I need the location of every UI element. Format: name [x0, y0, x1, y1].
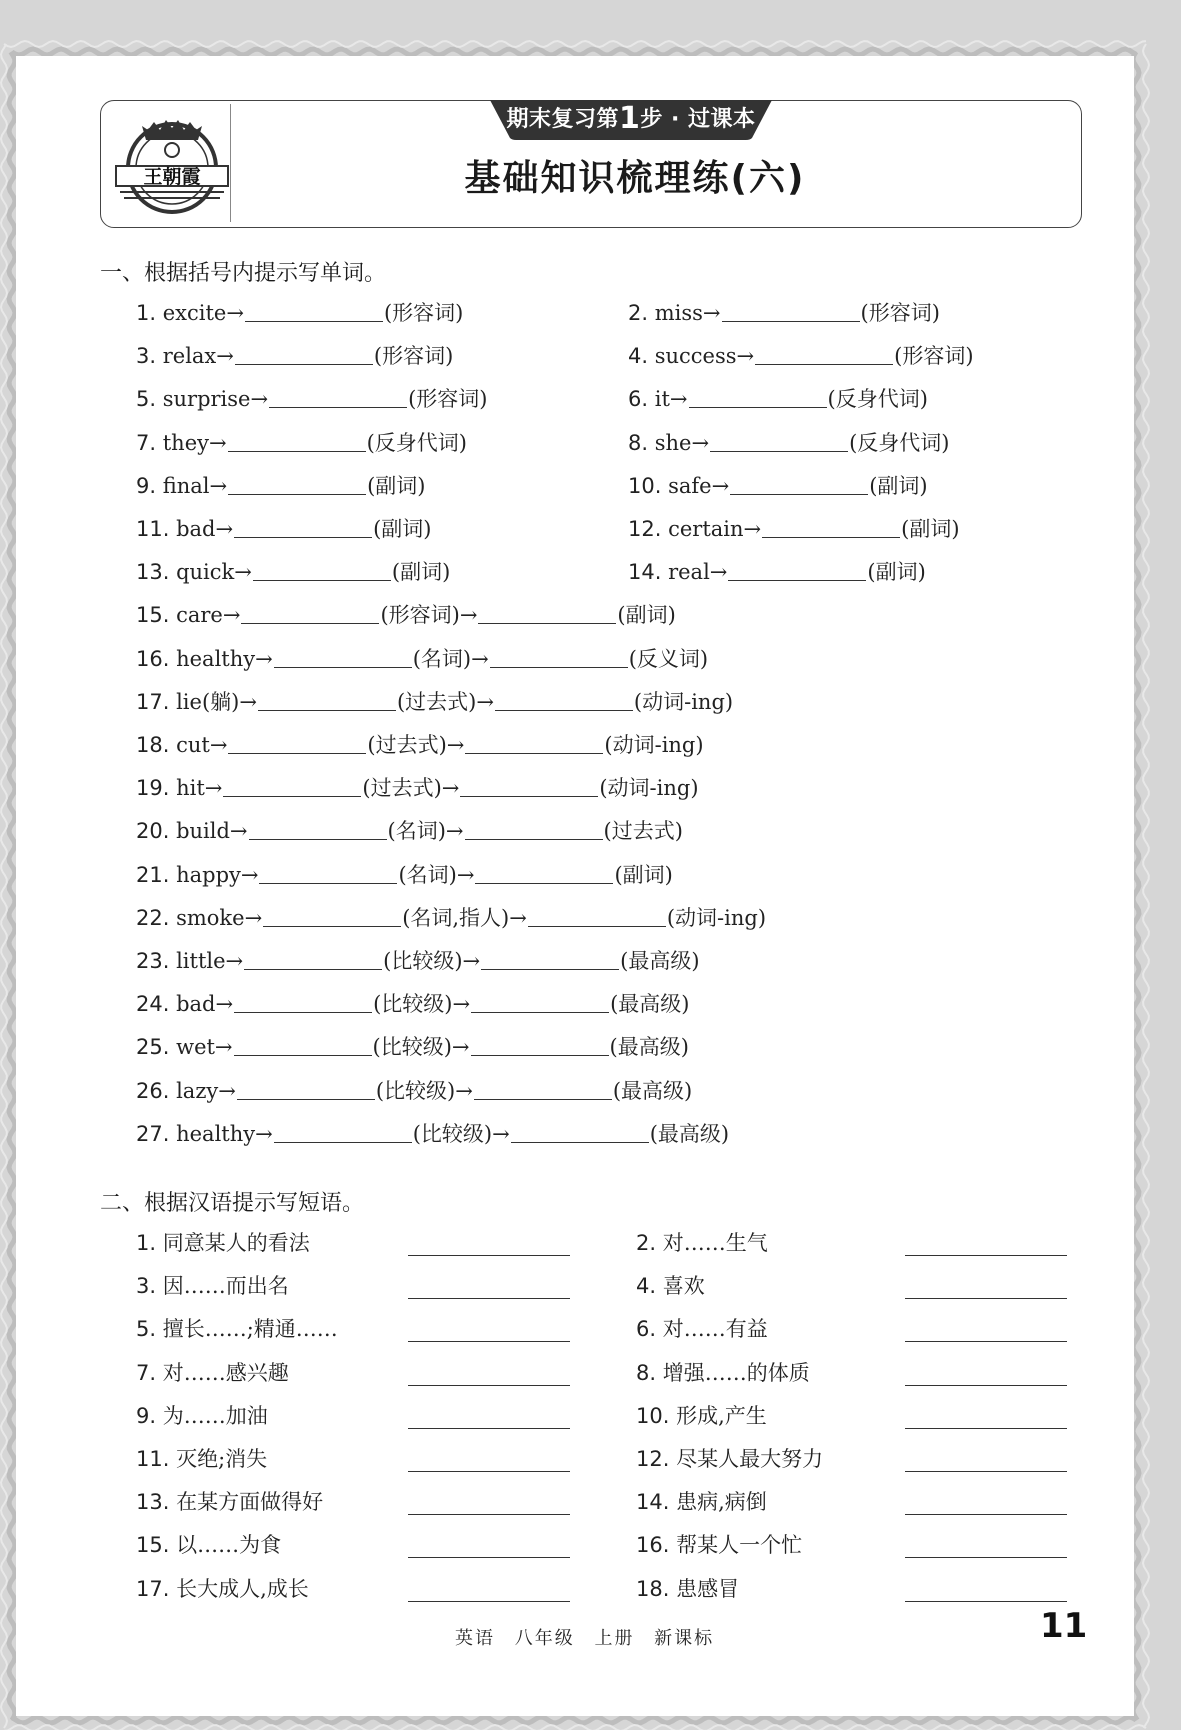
answer-line[interactable] — [905, 1556, 1067, 1558]
item-number: 18. — [136, 733, 170, 757]
word-item — [136, 989, 689, 1019]
answer-blank[interactable] — [471, 992, 609, 1013]
answer-blank[interactable] — [528, 906, 666, 927]
phrase-item — [136, 1444, 267, 1474]
phrase-item — [136, 1228, 310, 1258]
item-number: 19. — [136, 776, 170, 801]
answer-blank[interactable] — [755, 344, 893, 365]
item-number: 8. — [636, 1360, 657, 1385]
base-word: quick→ — [176, 560, 252, 585]
answer-blank[interactable] — [722, 301, 860, 322]
item-number: 17. — [136, 689, 170, 714]
header-tab-label: 期末复习第1步 · 过课本 — [506, 101, 756, 136]
answer-line[interactable] — [408, 1513, 570, 1515]
answer-blank[interactable] — [710, 431, 848, 452]
item-number: 4. — [628, 344, 649, 369]
item-number: 12. — [628, 517, 662, 541]
phrase-hint: 对……生气 — [662, 1231, 768, 1255]
hint-text: (反义词) — [628, 646, 709, 671]
hint-text: (副词) — [391, 560, 451, 585]
phrase-item — [136, 1574, 309, 1604]
hint-text: (过去式)→ — [362, 776, 460, 801]
phrase-item — [136, 1530, 281, 1560]
base-word: care→ — [176, 603, 241, 628]
item-number: 13. — [136, 560, 170, 585]
word-item — [628, 384, 928, 414]
section2-title: 二、根据汉语提示写短语。 — [100, 1191, 365, 1216]
phrase-item — [636, 1228, 768, 1258]
answer-line[interactable] — [905, 1384, 1067, 1386]
phrase-hint: 长大成人,成长 — [176, 1576, 309, 1601]
base-word: excite→ — [162, 301, 244, 325]
word-item — [136, 730, 704, 760]
item-number: 20. — [136, 819, 170, 844]
phrase-item — [636, 1271, 705, 1301]
section1-title: 一、根据括号内提示写单词。 — [100, 261, 387, 286]
answer-blank[interactable] — [223, 776, 361, 797]
item-number: 9. — [136, 473, 157, 498]
answer-blank[interactable] — [245, 301, 383, 322]
item-number: 2. — [636, 1231, 657, 1255]
answer-blank[interactable] — [495, 690, 633, 711]
hint-text: (反身代词) — [849, 430, 950, 455]
item-number: 15. — [136, 603, 170, 628]
answer-blank[interactable] — [253, 560, 391, 581]
answer-line[interactable] — [905, 1470, 1067, 1472]
item-number: 11. — [136, 517, 170, 541]
item-number: 24. — [136, 992, 170, 1017]
word-item — [136, 946, 700, 976]
answer-blank[interactable] — [762, 517, 900, 538]
word-item — [136, 514, 432, 544]
hint-text: (过去式) — [603, 819, 683, 844]
phrase-hint: 擅长……;精通…… — [162, 1317, 338, 1342]
hint-text: (反身代词) — [827, 387, 928, 412]
phrase-hint: 在某方面做得好 — [176, 1490, 324, 1515]
item-number: 1. — [136, 1231, 157, 1255]
word-item — [628, 298, 940, 328]
item-number: 5. — [136, 1317, 157, 1342]
word-item — [136, 687, 733, 717]
word-item — [628, 341, 974, 371]
phrase-item — [136, 1271, 289, 1301]
item-number: 16. — [636, 1533, 670, 1558]
answer-blank[interactable] — [234, 1035, 372, 1056]
base-word: final→ — [162, 473, 228, 498]
item-number: 7. — [136, 1360, 157, 1385]
hint-text: (副词) — [901, 517, 960, 541]
item-number: 22. — [136, 905, 170, 930]
phrase-item — [136, 1314, 338, 1344]
answer-blank[interactable] — [241, 603, 379, 624]
logo-text: 王朝霞 — [143, 166, 201, 188]
hint-text: (形容词) — [408, 387, 488, 412]
answer-blank[interactable] — [234, 992, 372, 1013]
word-item — [136, 1119, 729, 1149]
hint-text: (最高级) — [610, 992, 690, 1017]
hint-text: (过去式)→ — [367, 733, 465, 757]
phrase-item — [636, 1314, 768, 1344]
answer-blank[interactable] — [481, 949, 619, 970]
item-number: 7. — [136, 430, 157, 455]
hint-text: (名词,指人)→ — [402, 905, 527, 930]
answer-blank[interactable] — [244, 949, 382, 970]
hint-text: (副词) — [867, 560, 926, 585]
answer-line[interactable] — [905, 1600, 1067, 1602]
item-number: 2. — [628, 301, 649, 325]
hint-text: (名词)→ — [412, 646, 489, 671]
item-number: 11. — [136, 1447, 170, 1471]
item-number: 13. — [136, 1490, 170, 1515]
item-number: 5. — [136, 387, 157, 412]
answer-line[interactable] — [408, 1470, 570, 1472]
hint-text: (名词)→ — [398, 862, 475, 887]
word-item — [628, 428, 949, 458]
base-word: miss→ — [654, 301, 721, 325]
hint-text: (比较级)→ — [412, 1121, 510, 1146]
answer-blank[interactable] — [228, 474, 366, 495]
hint-text: (动词-ing) — [604, 733, 704, 757]
item-number: 4. — [636, 1274, 657, 1299]
answer-line[interactable] — [905, 1254, 1067, 1256]
answer-line[interactable] — [905, 1513, 1067, 1515]
base-word: build→ — [176, 819, 248, 844]
answer-line[interactable] — [408, 1427, 570, 1429]
hint-text: (最高级) — [609, 1035, 689, 1060]
answer-line[interactable] — [408, 1600, 570, 1602]
item-number: 10. — [628, 473, 662, 498]
base-word: hit→ — [176, 776, 223, 801]
phrase-item — [636, 1530, 802, 1560]
base-word: healthy→ — [176, 1121, 273, 1146]
item-number: 18. — [636, 1576, 670, 1601]
base-word: healthy→ — [176, 646, 273, 671]
hint-text: (名词)→ — [387, 819, 464, 844]
word-item — [136, 860, 673, 890]
answer-blank[interactable] — [274, 1122, 412, 1143]
answer-line[interactable] — [408, 1384, 570, 1386]
answer-blank[interactable] — [235, 344, 373, 365]
phrase-hint: 帮某人一个忙 — [676, 1533, 803, 1558]
item-number: 12. — [636, 1447, 670, 1471]
logo-separator — [230, 104, 231, 222]
word-item — [628, 557, 926, 587]
hint-text: (动词-ing) — [666, 905, 767, 930]
publisher-logo — [112, 106, 232, 220]
hint-text: (比较级)→ — [372, 1035, 470, 1060]
phrase-hint: 同意某人的看法 — [162, 1231, 310, 1255]
hint-text: (副词) — [367, 473, 426, 498]
item-number: 21. — [136, 862, 170, 887]
hint-text: (过去式)→ — [396, 689, 494, 714]
item-number: 14. — [628, 560, 662, 585]
answer-blank[interactable] — [237, 1079, 375, 1100]
base-word: success→ — [654, 344, 755, 369]
phrase-item — [136, 1401, 268, 1431]
answer-blank[interactable] — [465, 733, 603, 754]
answer-line[interactable] — [905, 1340, 1067, 1342]
phrase-hint: 因……而出名 — [162, 1274, 289, 1299]
phrase-item — [636, 1401, 767, 1431]
base-word: relax→ — [162, 344, 234, 369]
phrase-hint: 为……加油 — [162, 1403, 268, 1428]
word-item — [136, 816, 683, 846]
hint-text: (副词) — [373, 517, 432, 541]
item-number: 1. — [136, 301, 157, 325]
word-item — [136, 428, 467, 458]
base-word: surprise→ — [162, 387, 269, 412]
item-number: 25. — [136, 1035, 170, 1060]
phrase-hint: 形成,产生 — [676, 1403, 767, 1428]
answer-line[interactable] — [408, 1340, 570, 1342]
answer-blank[interactable] — [228, 431, 366, 452]
hint-text: (最高级) — [620, 949, 700, 973]
hint-text: (副词) — [869, 473, 928, 498]
answer-blank[interactable] — [511, 1122, 649, 1143]
phrase-item — [636, 1358, 810, 1388]
hint-text: (形容词)→ — [380, 603, 478, 628]
answer-line[interactable] — [905, 1297, 1067, 1299]
word-item — [136, 384, 487, 414]
phrase-item — [636, 1487, 767, 1517]
word-item — [136, 1076, 692, 1106]
base-word: lazy→ — [176, 1078, 236, 1103]
answer-blank[interactable] — [234, 517, 372, 538]
base-word: bad→ — [176, 992, 234, 1017]
word-item — [136, 298, 463, 328]
phrase-hint: 患病,病倒 — [676, 1490, 767, 1515]
answer-blank[interactable] — [471, 1035, 609, 1056]
answer-line[interactable] — [408, 1254, 570, 1256]
item-number: 6. — [628, 387, 649, 412]
base-word: certain→ — [668, 517, 762, 541]
phrase-item — [136, 1358, 289, 1388]
word-item — [136, 1032, 689, 1062]
word-item — [136, 557, 450, 587]
answer-blank[interactable] — [228, 733, 366, 754]
answer-blank[interactable] — [269, 387, 407, 408]
word-item — [136, 600, 676, 630]
base-word: lie(躺)→ — [176, 689, 257, 714]
item-number: 3. — [136, 344, 157, 369]
hint-text: (反身代词) — [366, 430, 467, 455]
phrase-hint: 患感冒 — [676, 1576, 740, 1601]
base-word: safe→ — [668, 473, 730, 498]
item-number: 27. — [136, 1121, 170, 1146]
word-item — [136, 341, 453, 371]
hint-text: (最高级) — [649, 1121, 730, 1146]
item-number: 6. — [636, 1317, 657, 1342]
item-number: 8. — [628, 430, 649, 455]
hint-text: (形容词) — [383, 301, 464, 325]
phrase-hint: 增强……的体质 — [662, 1360, 810, 1385]
answer-blank[interactable] — [490, 647, 628, 668]
hint-text: (副词) — [617, 603, 676, 628]
word-item — [136, 471, 426, 501]
word-item — [628, 471, 928, 501]
hint-text: (副词) — [614, 862, 673, 887]
item-number: 16. — [136, 646, 170, 671]
word-item — [136, 903, 766, 933]
hint-text: (比较级)→ — [375, 1078, 473, 1103]
base-word: happy→ — [176, 862, 259, 887]
base-word: she→ — [654, 430, 710, 455]
item-number: 17. — [136, 1576, 170, 1601]
answer-blank[interactable] — [474, 1079, 612, 1100]
answer-blank[interactable] — [258, 690, 396, 711]
base-word: cut→ — [176, 733, 228, 757]
base-word: it→ — [654, 387, 688, 412]
base-word: little→ — [176, 949, 244, 973]
item-number: 14. — [636, 1490, 670, 1515]
base-word: bad→ — [176, 517, 234, 541]
phrase-hint: 灭绝;消失 — [176, 1447, 268, 1471]
answer-blank[interactable] — [728, 560, 866, 581]
base-word: real→ — [668, 560, 728, 585]
phrase-hint: 尽某人最大努力 — [676, 1447, 824, 1471]
answer-blank[interactable] — [730, 474, 868, 495]
phrase-hint: 喜欢 — [662, 1274, 705, 1299]
phrase-hint: 对……有益 — [662, 1317, 768, 1342]
hint-text: (形容词) — [860, 301, 940, 325]
hint-text: (动词-ing) — [633, 689, 734, 714]
item-number: 15. — [136, 1533, 170, 1558]
item-number: 3. — [136, 1274, 157, 1299]
phrase-hint: 对……感兴趣 — [162, 1360, 289, 1385]
item-number: 9. — [136, 1403, 157, 1428]
word-item — [136, 773, 699, 803]
base-word: wet→ — [176, 1035, 233, 1060]
word-item — [136, 644, 708, 674]
answer-blank[interactable] — [263, 906, 401, 927]
word-item — [628, 514, 960, 544]
phrase-item — [136, 1487, 323, 1517]
phrase-hint: 以……为食 — [176, 1533, 282, 1558]
hint-text: (比较级)→ — [383, 949, 481, 973]
footer-text: 英语 八年级 上册 新课标 — [455, 1628, 715, 1649]
item-number: 26. — [136, 1078, 170, 1103]
phrase-item — [636, 1444, 823, 1474]
item-number: 10. — [636, 1403, 670, 1428]
answer-blank[interactable] — [475, 863, 613, 884]
answer-line[interactable] — [905, 1427, 1067, 1429]
base-word: they→ — [162, 430, 227, 455]
hint-text: (形容词) — [373, 344, 454, 369]
base-word: smoke→ — [176, 905, 263, 930]
hint-text: (比较级)→ — [373, 992, 471, 1017]
answer-blank[interactable] — [689, 387, 827, 408]
answer-line[interactable] — [408, 1297, 570, 1299]
page-number: 11 — [1040, 1606, 1088, 1646]
item-number: 23. — [136, 949, 170, 973]
hint-text: (形容词) — [894, 344, 974, 369]
answer-blank[interactable] — [478, 603, 616, 624]
hint-text: (最高级) — [612, 1078, 693, 1103]
phrase-item — [636, 1574, 739, 1604]
hint-text: (动词-ing) — [599, 776, 699, 801]
answer-blank[interactable] — [249, 819, 387, 840]
answer-blank[interactable] — [259, 863, 397, 884]
answer-blank[interactable] — [460, 776, 598, 797]
answer-blank[interactable] — [465, 819, 603, 840]
answer-blank[interactable] — [274, 647, 412, 668]
page-title: 基础知识梳理练(六) — [464, 158, 806, 199]
answer-line[interactable] — [408, 1556, 570, 1558]
